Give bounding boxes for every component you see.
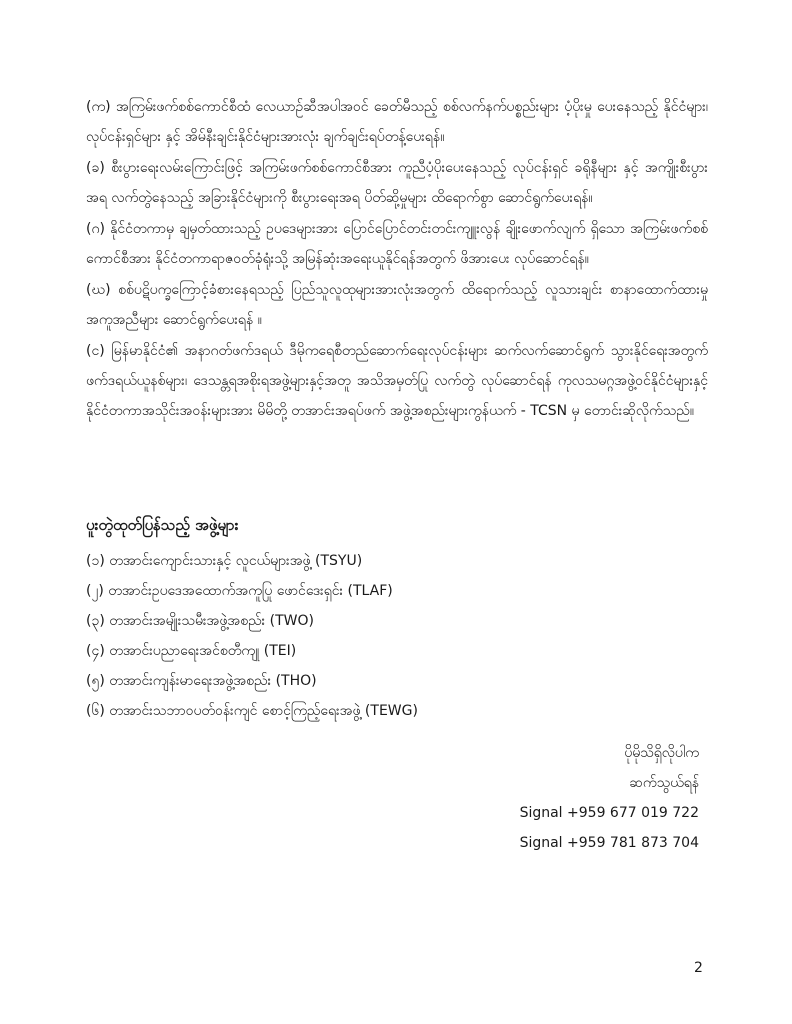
contact-label: ဆက်သွယ်ရန် — [629, 775, 699, 791]
organization-list — [86, 546, 418, 726]
list-item: (၂) တအာင်းဥပဒေအထောက်အကူပြု ဖောင်ဒေးရှင်း (TLAF) — [86, 583, 393, 599]
list-item: (၃) တအာင်းအမျိုးသမီးအဖွဲ့အစည်း (TWO) — [86, 613, 314, 629]
contact-intro: ပိုမိုသိရှိလိုပါက — [624, 745, 699, 761]
contact-block — [520, 738, 699, 858]
contact-phone-2: Signal +959 781 873 704 — [519, 835, 699, 851]
demand-paragraph-kha: (ခ) စီးပွားရေးလမ်းကြောင်းဖြင့် အကြမ်းဖက်စစ်ကောင်စီအား ကူညီပံ့ပိုးပေးနေသည့် လုပ်ငန်းရှင် ခရိုနီများ နှင့် အကျိုးစီးပွားအရ လက်တွဲနေသည့် အခြားနိုင်ငံများကို စီးပွားရေးအရ ပိတ်ဆို့မှုများ ထိရောက်စွာ ဆောင်ရွက်ပေးရန်။ — [86, 160, 708, 206]
demand-paragraph-nga: (င) မြန်မာနိုင်ငံ၏ အနာဂတ်ဖက်ဒရယ် ဒီမိုကရေစီတည်ဆောက်ရေးလုပ်ငန်းများ ဆက်လက်ဆောင်ရွက် သွားနိုင်ရေးအတွက် ဖက်ဒရယ်ယူနစ်များ၊ ဒေသန္တရအစိုးရအဖွဲ့များနှင့်အတူ အသိအမှတ်ပြု လက်တွဲ လုပ်ဆောင်ရန် ကုလသမဂ္ဂအဖွဲ့ဝင်နိုင်ငံများနှင့် နိုင်ငံတကာအသိုင်းအဝန်းများအား မိမိတို့ တအာင်းအရပ်ဖက် အဖွဲ့အစည်းများကွန်ယက် - TCSN မှ တောင်းဆိုလိုက်သည်။ — [86, 343, 708, 419]
list-item: (၄) တအာင်းပညာရေးအင်စတီကျု (TEI) — [86, 643, 297, 659]
list-item: (၁) တအာင်းကျောင်းသားနှင့် လူငယ်များအဖွဲ့ (TSYU) — [86, 553, 363, 569]
page-number: 2 — [694, 960, 703, 976]
co-signers-heading: ပူးတွဲထုတ်ပြန်သည့် အဖွဲ့များ — [86, 516, 239, 534]
demand-paragraph-gha: (ဃ) စစ်ပဋိပက္ခကြောင့်ခံစားနေရသည့် ပြည်သူလူထုများအားလုံးအတွက် ထိရောက်သည့် လူသားချင်း စာနာထောက်ထားမှုအကူအညီများ ဆောင်ရွက်ပေးရန် ။ — [86, 282, 708, 328]
demand-paragraph-ka: (က) အကြမ်းဖက်စစ်ကောင်စီထံ လေယာဉ်ဆီအပါအဝင် ခေတ်မီသည့် စစ်လက်နက်ပစ္စည်းများ ပံ့ပိုးမှု ပေးနေသည့် နိုင်ငံများ၊ လုပ်ငန်းရှင်များ နှင့် အိမ်နီးချင်းနိုင်ငံများအားလုံး ချက်ချင်းရပ်တန့်ပေးရန်။ — [86, 99, 708, 145]
contact-phone-1: Signal +959 677 019 722 — [519, 805, 699, 821]
list-item: (၅) တအာင်းကျန်းမာရေးအဖွဲ့အစည်း (THO) — [86, 673, 317, 689]
demand-paragraph-ga: (ဂ) နိုင်ငံတကာမှ ချမှတ်ထားသည့် ဥပဒေများအား ပြောင်ပြောင်တင်းတင်းကျူးလွန် ချိုးဖောက်လျက် ရှိသော အကြမ်းဖက်စစ်ကောင်စီအား နိုင်ငံတကာရာဇဝတ်ခုံရုံးသို့ အမြန်ဆုံးအရေးယူနိုင်ရန်အတွက် ဖိအားပေး လုပ်ဆောင်ရန်။ — [86, 221, 708, 267]
demands-section — [86, 92, 708, 427]
list-item: (၆) တအာင်းသဘာဝပတ်ဝန်းကျင် စောင့်ကြည့်ရေးအဖွဲ့ (TEWG) — [86, 703, 418, 719]
